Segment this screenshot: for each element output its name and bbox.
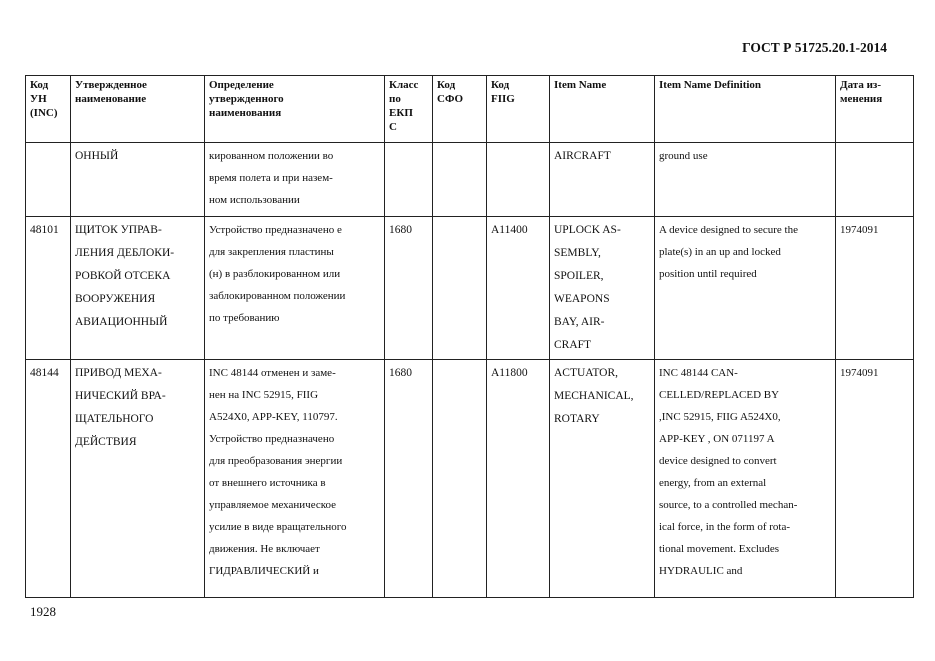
cell-sfo — [433, 143, 487, 217]
cell-item-definition: ground use — [655, 143, 836, 217]
col-header-definition: Определение утвержденного наименования — [205, 76, 385, 143]
table-row — [26, 217, 914, 360]
cell-change-date: 1974091 — [836, 360, 914, 598]
cell-definition: кированном положении во время полета и при назем- ном использовании — [205, 143, 385, 217]
col-header-item-definition: Item Name Definition — [655, 76, 836, 143]
cell-item-definition: INC 48144 CAN- CELLED/REPLACED BY ,INC 52915, FIIG A524X0, APP-KEY , ON 071197 A device designed to convert energy, from an external source, to a controlled mechan- ical force, in the form of rota- tional movement. Excludes HYDRAULIC and — [655, 360, 836, 598]
col-header-inc: Код УН (INC) — [26, 76, 71, 143]
cell-item-name: AIRCRAFT — [550, 143, 655, 217]
cell-approved-name: ЩИТОК УПРАВ- ЛЕНИЯ ДЕБЛОКИ- РОВКОЙ ОТСЕКА ВООРУЖЕНИЯ АВИАЦИОННЫЙ — [71, 217, 205, 360]
col-header-item-name: Item Name — [550, 76, 655, 143]
cell-definition: INC 48144 отменен и заме- нен на INC 52915, FIIG A524X0, APP-KEY, 110797. Устройство предназначено для преобразования энергии от внешнего источника в управляемое механическое усилие в виде вращательного движения. Не включает ГИДРАВЛИЧЕСКИЙ и — [205, 360, 385, 598]
page-number: 1928 — [30, 604, 56, 619]
cell-change-date — [836, 143, 914, 217]
cell-approved-name: ПРИВОД МЕХА- НИЧЕСКИЙ ВРА- ЩАТЕЛЬНОГО ДЕЙСТВИЯ — [71, 360, 205, 598]
cell-fiig: А11800 — [487, 360, 550, 598]
cell-inc: 48144 — [26, 360, 71, 598]
cell-inc — [26, 143, 71, 217]
classification-table — [25, 75, 914, 598]
table-row — [26, 143, 914, 217]
cell-item-name: ACTUATOR, MECHANICAL, ROTARY — [550, 360, 655, 598]
cell-item-definition: A device designed to secure the plate(s) in an up and locked position until required — [655, 217, 836, 360]
cell-class — [385, 143, 433, 217]
col-header-change-date: Дата из- менения — [836, 76, 914, 143]
cell-inc: 48101 — [26, 217, 71, 360]
cell-fiig: А11400 — [487, 217, 550, 360]
cell-sfo — [433, 217, 487, 360]
col-header-sfo: Код СФО — [433, 76, 487, 143]
cell-sfo — [433, 360, 487, 598]
document-header: ГОСТ Р 51725.20.1-2014 — [742, 40, 887, 55]
col-header-approved-name: Утвержденное наименование — [71, 76, 205, 143]
cell-class: 1680 — [385, 360, 433, 598]
cell-approved-name: ОННЫЙ — [71, 143, 205, 217]
cell-definition: Устройство предназначено е для закрепления пластины (н) в разблокированном или заблокированном положении по требованию — [205, 217, 385, 360]
col-header-class: Класс по ЕКП С — [385, 76, 433, 143]
cell-class: 1680 — [385, 217, 433, 360]
table-row — [26, 360, 914, 598]
col-header-fiig: Код FIIG — [487, 76, 550, 143]
table-header-row — [26, 76, 914, 143]
cell-item-name: UPLOCK AS- SEMBLY, SPOILER, WEAPONS BAY, AIR- CRAFT — [550, 217, 655, 360]
cell-change-date: 1974091 — [836, 217, 914, 360]
cell-fiig — [487, 143, 550, 217]
